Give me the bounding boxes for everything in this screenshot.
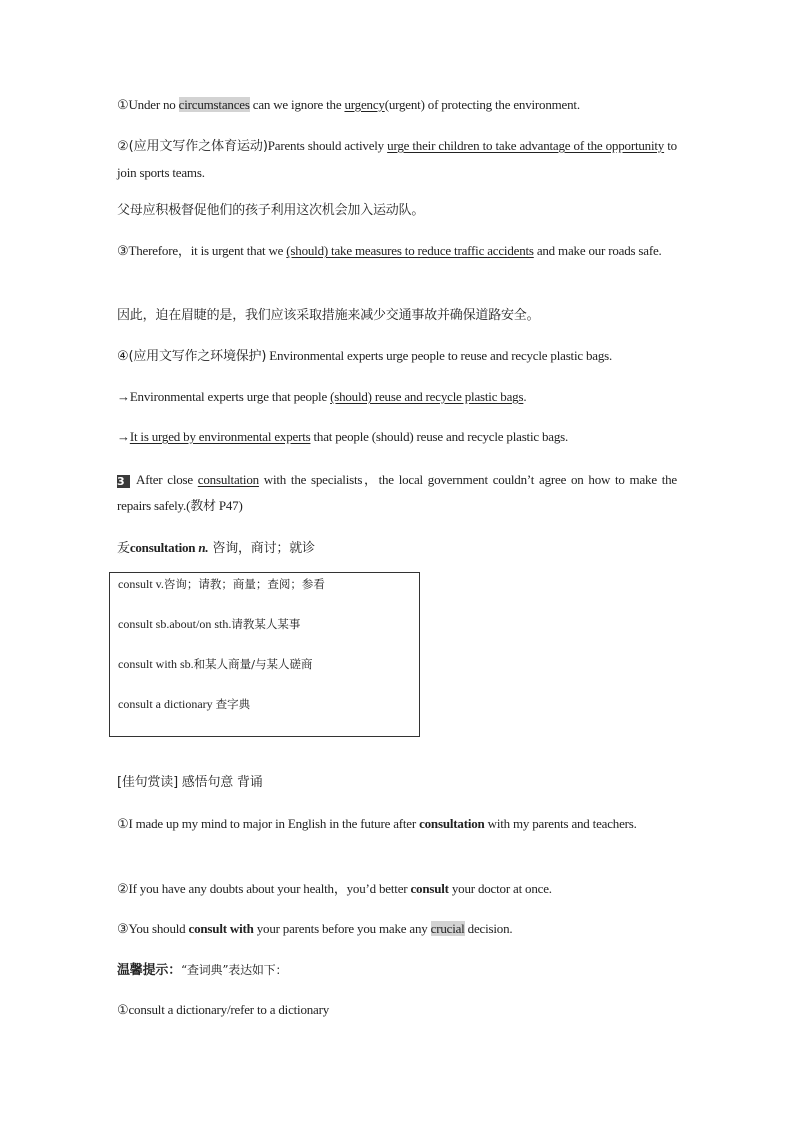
example-1: ①I made up my mind to major in English in the future after consultation with my parents and teachers. [117, 816, 637, 831]
section-heading: [佳句赏读] 感悟句意 背诵 [117, 775, 263, 790]
usage-line: consult with sb.和某人商量/与某人磋商 [118, 657, 313, 671]
sentence-4: ④(应用文写作之环境保护) Environmental experts urge people to reuse and recycle plastic bags. [117, 348, 613, 364]
underlined-phrase: (should) take measures to reduce traffic accidents [286, 243, 534, 258]
arrow-icon: → [117, 389, 130, 404]
sentence-2: ②(应用文写作之体育运动)Parents should actively urge their children to take advantage of the opportunity to join sports teams. [117, 138, 677, 180]
word-definition: 叐consultation n. 咨询，商讨；就诊 [117, 540, 315, 556]
sentence-1: ①Under no circumstances can we ignore the urgency(urgent) of protecting the environment. [117, 97, 580, 112]
sentence-3: ③Therefore，it is urgent that we (should) take measures to reduce traffic accidents and make our roads safe. [117, 243, 662, 258]
headword: consultation [129, 540, 196, 555]
tip-item-1: ①consult a dictionary/refer to a dictionary [117, 1002, 330, 1017]
underlined-phrase: (should) reuse and recycle plastic bags [330, 389, 524, 404]
underlined-phrase: It is urged by environmental experts [129, 429, 311, 444]
highlighted-word: circumstances [178, 97, 250, 112]
example-2: ②If you have any doubts about your health，you’d better consult your doctor at once. [117, 881, 552, 896]
underlined-phrase: urge their children to take advantage of the opportunity [387, 138, 665, 153]
usage-line: consult v.咨询；请教；商量；查阅；参看 [118, 577, 325, 591]
underlined-word: consultation [197, 472, 259, 487]
sentence-5: →Environmental experts urge that people (should) reuse and recycle plastic bags. [117, 389, 527, 404]
sentence-3-translation: 因此，迫在眉睫的是，我们应该采取措施来减少交通事故并确保道路安全。 [117, 308, 540, 323]
sentence-6: →It is urged by environmental experts that people (should) reuse and recycle plastic bags. [117, 429, 569, 444]
usage-line: consult sb.about/on sth.请教某人某事 [118, 617, 301, 631]
example-3: ③You should consult with your parents before you make any crucial decision. [117, 921, 513, 936]
usage-box [109, 572, 420, 737]
number-badge: 3 [117, 475, 130, 488]
usage-line: consult a dictionary 查字典 [118, 697, 251, 711]
item-3-sentence: 3 After close consultation with the specialists，the local government couldn’t agree on how to make the repairs safely.(教材 P47) [117, 472, 677, 513]
arrow-icon: → [117, 429, 130, 444]
sentence-2-translation: 父母应积极督促他们的孩子利用这次机会加入运动队。 [117, 203, 425, 218]
underlined-word: urgency [344, 97, 385, 112]
tip-heading: 温馨提示：“查词典”表达如下： [117, 963, 288, 978]
highlighted-word: crucial [430, 921, 465, 936]
